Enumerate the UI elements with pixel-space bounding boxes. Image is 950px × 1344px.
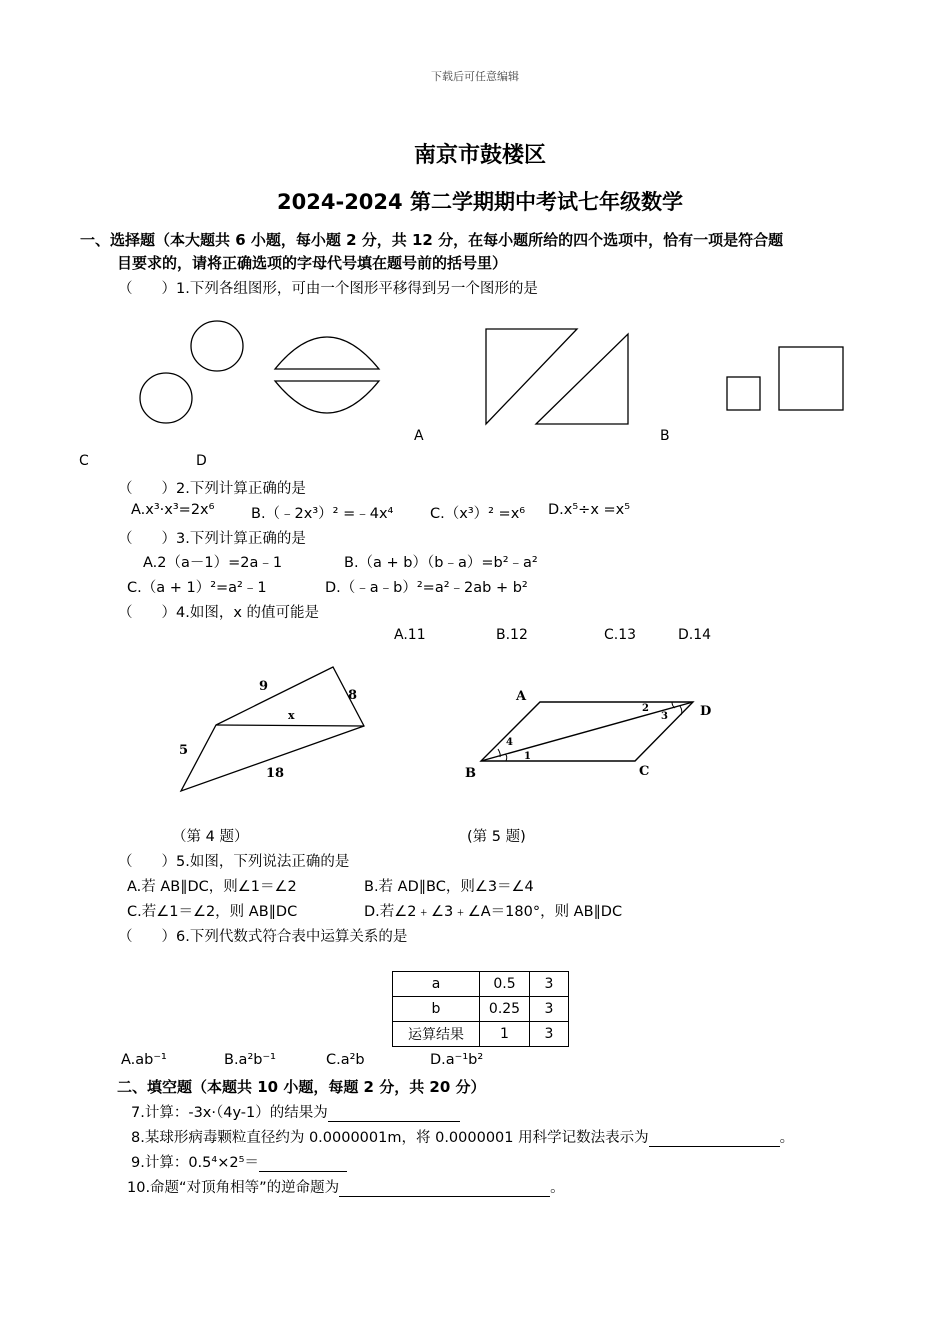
q1-text: （ ）1.下列各组图形，可由一个图形平移得到另一个图形的是 xyxy=(118,281,538,297)
q4-label-5: 5 xyxy=(179,743,189,758)
q9-answer-blank[interactable] xyxy=(259,1157,347,1172)
table-cell: 3 xyxy=(530,1022,569,1047)
table-cell: 0.25 xyxy=(480,997,530,1022)
q1-label-a: A xyxy=(414,428,424,444)
header-note: 下载后可任意编辑 xyxy=(431,70,519,83)
table-cell: 0.5 xyxy=(480,972,530,997)
q10-answer-blank[interactable] xyxy=(339,1182,550,1197)
q4-label-8: 8 xyxy=(348,688,358,703)
q6-option-d: D.a⁻¹b² xyxy=(430,1052,484,1068)
q8-text: 8.某球形病毒颗粒直径约为 0.0000001m，将 0.0000001 用科学记数法表示为 xyxy=(131,1130,649,1146)
table-row xyxy=(393,972,569,997)
table-cell: a xyxy=(393,972,480,997)
table-cell: 3 xyxy=(530,997,569,1022)
q3-option-a: A.2（a－1）=2a﹣1 xyxy=(143,555,283,571)
q5-label-b: B xyxy=(465,766,476,781)
q7-line xyxy=(131,1101,460,1122)
q10-text: 10.命题“对顶角相等”的逆命题为 xyxy=(127,1180,340,1196)
q3-option-c: C.（a + 1）²=a²﹣1 xyxy=(127,580,267,596)
q5-label-c: C xyxy=(639,764,650,779)
q4-label-x: x xyxy=(288,709,295,722)
q1-label-c: C xyxy=(79,453,89,469)
q5-text: （ ）5.如图，下列说法正确的是 xyxy=(118,854,350,870)
q8-line xyxy=(131,1126,794,1147)
q4-option-a: A.11 xyxy=(394,627,426,643)
q9-line xyxy=(131,1151,347,1172)
title-district: 南京市鼓楼区 xyxy=(413,143,546,168)
q6-value-table xyxy=(392,971,569,1047)
q2-option-d: D.x⁵÷x =x⁵ xyxy=(548,502,631,518)
q5-option-a: A.若 AB∥DC，则∠1＝∠2 xyxy=(127,879,297,895)
table-cell: b xyxy=(393,997,480,1022)
table-cell: 3 xyxy=(530,972,569,997)
section1-title-line1: 一、选择题（本大题共 6 小题，每小题 2 分，共 12 分，在每小题所给的四个选项中，恰有一项是符合题 xyxy=(80,231,784,249)
q9-text: 9.计算：0.5⁴×2⁵＝ xyxy=(131,1155,259,1171)
q10-line xyxy=(127,1176,565,1197)
q5-label-angle2: 2 xyxy=(642,703,649,714)
table-cell: 运算结果 xyxy=(393,1022,480,1047)
q4-caption: （第 4 题） xyxy=(172,829,249,845)
table-row xyxy=(393,997,569,1022)
q2-option-b: B.（﹣2x³）² =﹣4x⁴ xyxy=(251,506,394,522)
q4-option-d: D.14 xyxy=(678,627,712,643)
q4-label-9: 9 xyxy=(259,679,269,694)
q7-answer-blank[interactable] xyxy=(328,1107,460,1122)
q3-option-d: D.（﹣a﹣b）²=a²﹣2ab + b² xyxy=(325,580,528,596)
q2-text: （ ）2.下列计算正确的是 xyxy=(118,481,306,497)
section2-title: 二、填空题（本题共 10 小题，每题 2 分，共 20 分） xyxy=(117,1078,486,1096)
q5-label-angle1: 1 xyxy=(524,751,531,762)
q3-option-b: B.（a + b）（b﹣a）=b²﹣a² xyxy=(344,555,538,571)
q4-label-18: 18 xyxy=(266,766,285,781)
table-cell: 1 xyxy=(480,1022,530,1047)
q4-text: （ ）4.如图，x 的值可能是 xyxy=(118,605,320,621)
q7-text: 7.计算：-3x·（4y-1）的结果为 xyxy=(131,1105,328,1121)
q8-answer-blank[interactable] xyxy=(649,1132,780,1147)
q5-option-d: D.若∠2﹢∠3﹢∠A＝180°，则 AB∥DC xyxy=(364,904,623,920)
section1-title-line2: 目要求的，请将正确选项的字母代号填在题号前的括号里） xyxy=(117,254,508,272)
q1-label-d: D xyxy=(196,453,207,469)
q6-option-a: A.ab⁻¹ xyxy=(121,1052,167,1068)
q5-option-b: B.若 AD∥BC，则∠3＝∠4 xyxy=(364,879,534,895)
q1-label-b: B xyxy=(660,428,670,444)
q4-diagonal-x xyxy=(216,725,364,726)
q10-tail: 。 xyxy=(550,1180,565,1196)
table-row xyxy=(393,1022,569,1047)
q4-option-c: C.13 xyxy=(604,627,637,643)
q5-arc-angle1 xyxy=(505,754,507,761)
q6-text: （ ）6.下列代数式符合表中运算关系的是 xyxy=(118,929,408,945)
q8-tail: 。 xyxy=(779,1130,795,1146)
q5-label-angle3: 3 xyxy=(661,711,668,722)
q5-caption: (第 5 题) xyxy=(467,829,526,845)
q5-label-a: A xyxy=(516,689,527,704)
q6-option-b: B.a²b⁻¹ xyxy=(224,1052,276,1068)
q5-option-c: C.若∠1＝∠2，则 AB∥DC xyxy=(127,904,298,920)
q4-option-b: B.12 xyxy=(496,627,528,643)
q6-option-c: C.a²b xyxy=(326,1052,365,1068)
q2-option-c: C.（x³）² =x⁶ xyxy=(430,506,526,522)
q2-option-a: A.x³·x³=2x⁶ xyxy=(131,502,215,518)
q5-label-angle4: 4 xyxy=(506,737,513,748)
title-exam: 2024-2024 第二学期期中考试七年级数学 xyxy=(277,190,683,214)
q5-label-d: D xyxy=(700,704,712,719)
q3-text: （ ）3.下列计算正确的是 xyxy=(118,531,306,547)
